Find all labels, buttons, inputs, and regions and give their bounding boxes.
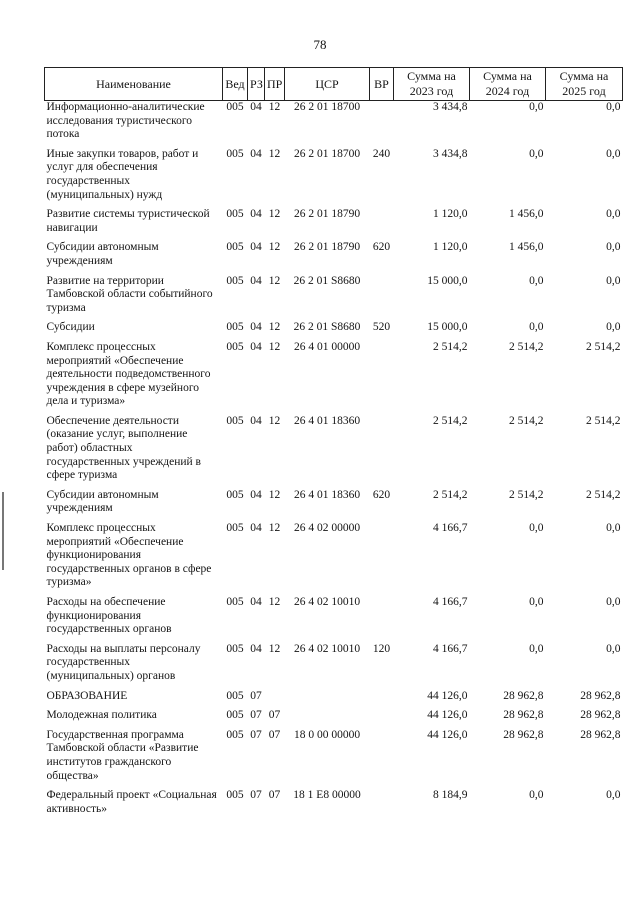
cell-name: Развитие на территории Тамбовской области событийного туризма bbox=[46, 274, 213, 314]
cell-name: Комплекс процессных мероприятий «Обеспечение функционирования государственных органов в сфере туризма» bbox=[46, 522, 212, 589]
cell-sum-2023: 15 000,0 bbox=[427, 321, 468, 334]
cell-pr: 12 bbox=[268, 340, 281, 353]
header-ved: Вед bbox=[223, 68, 248, 101]
cell-ved: 005 bbox=[226, 340, 244, 353]
cell-vr: 620 bbox=[372, 488, 391, 501]
cell-sum-2025: 0,0 bbox=[606, 522, 621, 535]
table-body bbox=[45, 101, 623, 823]
cell-sum-2023: 1 120,0 bbox=[433, 208, 468, 221]
cell-name: Иные закупки товаров, работ и услуг для обеспечения государственных (муниципальных) нужд bbox=[46, 147, 199, 201]
cell-rz: 07 bbox=[250, 709, 262, 722]
cell-pr: 12 bbox=[268, 522, 281, 535]
cell-sum-2025: 0,0 bbox=[606, 147, 621, 160]
cell-sum-2024: 2 514,2 bbox=[509, 488, 544, 501]
table-row bbox=[45, 489, 623, 522]
cell-sum-2023: 1 120,0 bbox=[433, 241, 468, 254]
cell-sum-2024: 2 514,2 bbox=[509, 340, 544, 353]
cell-pr: 12 bbox=[268, 596, 281, 608]
cell-rz: 07 bbox=[250, 728, 262, 741]
cell-rz: 04 bbox=[250, 147, 262, 160]
cell-sum-2023: 44 126,0 bbox=[427, 728, 468, 741]
table-row bbox=[45, 789, 623, 822]
cell-name: Обеспечение деятельности (оказание услуг, выполнение работ) областных государственных учреждений в сфере туризма bbox=[46, 414, 201, 482]
cell-pr: 12 bbox=[268, 208, 281, 221]
cell-name: Комплекс процессных мероприятий «Обеспечение деятельности подведомственного учреждения в сфере музейного дела и туризма» bbox=[46, 340, 211, 408]
cell-rz: 04 bbox=[250, 274, 262, 287]
cell-ved: 005 bbox=[226, 728, 244, 741]
budget-table bbox=[44, 67, 623, 822]
cell-sum-2025: 28 962,8 bbox=[580, 728, 621, 741]
cell-vr bbox=[370, 596, 394, 643]
cell-sum-2024: 0,0 bbox=[529, 596, 544, 608]
header-name: Наименование bbox=[45, 68, 223, 101]
cell-sum-2024: 28 962,8 bbox=[503, 709, 544, 722]
table-row bbox=[45, 101, 623, 148]
cell-csr: 26 4 02 00000 bbox=[293, 522, 361, 535]
cell-ved: 005 bbox=[226, 321, 244, 334]
cell-sum-2024: 0,0 bbox=[529, 101, 544, 113]
header-vr: ВР bbox=[370, 68, 394, 101]
cell-sum-2023: 2 514,2 bbox=[433, 340, 468, 353]
cell-name: Субсидии автономным учреждениям bbox=[46, 488, 159, 515]
table-row bbox=[45, 321, 623, 341]
cell-pr: 12 bbox=[268, 274, 281, 287]
cell-ved: 005 bbox=[226, 522, 244, 535]
cell-csr: 26 4 02 10010 bbox=[293, 642, 361, 655]
cell-csr bbox=[285, 709, 370, 729]
cell-vr: 620 bbox=[372, 241, 391, 254]
cell-csr: 26 4 01 18360 bbox=[293, 488, 361, 501]
cell-sum-2023: 2 514,2 bbox=[433, 414, 468, 427]
cell-rz: 04 bbox=[250, 522, 262, 535]
cell-csr: 26 2 01 S8680 bbox=[293, 321, 361, 334]
cell-name: Субсидии автономным учреждениям bbox=[46, 241, 159, 267]
cell-ved: 005 bbox=[226, 147, 244, 160]
cell-sum-2023: 44 126,0 bbox=[427, 689, 468, 702]
cell-sum-2025: 2 514,2 bbox=[586, 414, 621, 427]
cell-sum-2023: 44 126,0 bbox=[427, 709, 468, 722]
header-sum-2025: Сумма на 2025 год bbox=[546, 68, 623, 101]
cell-rz: 04 bbox=[250, 642, 262, 655]
cell-vr bbox=[370, 275, 394, 322]
cell-name: Развитие системы туристической навигации bbox=[46, 208, 210, 234]
cell-rz: 07 bbox=[250, 689, 262, 702]
cell-csr: 26 2 01 18790 bbox=[293, 208, 361, 221]
cell-sum-2025: 0,0 bbox=[606, 596, 621, 608]
cell-pr: 12 bbox=[268, 147, 281, 160]
table-row bbox=[45, 208, 623, 241]
cell-rz: 04 bbox=[250, 208, 262, 221]
header-sum-2024: Сумма на 2024 год bbox=[470, 68, 546, 101]
cell-rz: 04 bbox=[250, 241, 262, 254]
header-csr: ЦСР bbox=[285, 68, 370, 101]
cell-ved: 005 bbox=[226, 488, 244, 501]
table-row bbox=[45, 690, 623, 710]
cell-vr bbox=[370, 101, 394, 148]
cell-ved: 005 bbox=[226, 789, 244, 802]
cell-sum-2024: 0,0 bbox=[529, 789, 544, 802]
cell-rz: 04 bbox=[250, 488, 262, 501]
cell-sum-2024: 1 456,0 bbox=[509, 241, 544, 254]
cell-pr: 07 bbox=[268, 728, 281, 741]
cell-vr bbox=[370, 709, 394, 729]
cell-vr bbox=[370, 789, 394, 822]
cell-pr: 12 bbox=[268, 642, 281, 655]
cell-ved: 005 bbox=[226, 274, 244, 287]
cell-name: Расходы на выплаты персоналу государственных (муниципальных) органов bbox=[46, 642, 201, 682]
cell-sum-2024: 28 962,8 bbox=[503, 728, 544, 741]
table-row bbox=[45, 709, 623, 729]
cell-vr bbox=[370, 729, 394, 789]
cell-sum-2025: 2 514,2 bbox=[586, 340, 621, 353]
cell-ved: 005 bbox=[226, 101, 244, 113]
cell-sum-2024: 1 456,0 bbox=[509, 208, 544, 221]
table-row bbox=[45, 415, 623, 489]
cell-ved: 005 bbox=[226, 241, 244, 254]
cell-sum-2025: 0,0 bbox=[606, 789, 621, 802]
cell-sum-2025: 2 514,2 bbox=[586, 488, 621, 501]
cell-rz: 04 bbox=[250, 414, 262, 427]
cell-name: Информационно-аналитические исследования туристического потока bbox=[46, 101, 205, 141]
cell-sum-2023: 4 166,7 bbox=[433, 596, 468, 608]
cell-sum-2024: 28 962,8 bbox=[503, 689, 544, 702]
header-pr: ПР bbox=[265, 68, 285, 101]
cell-sum-2023: 4 166,7 bbox=[433, 642, 468, 655]
cell-sum-2023: 8 184,9 bbox=[433, 789, 468, 802]
cell-sum-2023: 3 434,8 bbox=[433, 147, 468, 160]
cell-csr: 26 2 01 18790 bbox=[293, 241, 361, 254]
header-rz: РЗ bbox=[248, 68, 265, 101]
cell-sum-2025: 0,0 bbox=[606, 208, 621, 221]
cell-sum-2023: 2 514,2 bbox=[433, 488, 468, 501]
cell-csr: 18 1 E8 00000 bbox=[293, 789, 361, 802]
cell-sum-2024: 2 514,2 bbox=[509, 414, 544, 427]
cell-sum-2024: 0,0 bbox=[529, 321, 544, 334]
cell-vr bbox=[370, 208, 394, 241]
cell-csr: 26 2 01 S8680 bbox=[293, 274, 361, 287]
cell-sum-2025: 0,0 bbox=[606, 642, 621, 655]
table-row bbox=[45, 241, 623, 274]
cell-ved: 005 bbox=[226, 689, 244, 702]
cell-csr: 26 4 02 10010 bbox=[293, 596, 361, 608]
cell-csr: 26 4 01 18360 bbox=[293, 414, 361, 427]
table-row bbox=[45, 643, 623, 690]
cell-csr: 26 2 01 18700 bbox=[293, 147, 361, 160]
cell-pr bbox=[265, 690, 285, 710]
cell-pr: 12 bbox=[268, 241, 281, 254]
cell-rz: 07 bbox=[250, 789, 262, 802]
cell-sum-2025: 0,0 bbox=[606, 321, 621, 334]
cell-pr: 12 bbox=[268, 321, 281, 334]
cell-sum-2025: 0,0 bbox=[606, 241, 621, 254]
cell-vr bbox=[370, 522, 394, 596]
cell-sum-2025: 28 962,8 bbox=[580, 689, 621, 702]
cell-pr: 12 bbox=[268, 414, 281, 427]
table-row bbox=[45, 341, 623, 415]
cell-sum-2024: 0,0 bbox=[529, 147, 544, 160]
cell-rz: 04 bbox=[250, 101, 262, 113]
cell-sum-2023: 4 166,7 bbox=[433, 522, 468, 535]
cell-csr: 18 0 00 00000 bbox=[293, 728, 361, 741]
cell-name: Государственная программа Тамбовской области «Развитие институтов гражданского общества» bbox=[46, 728, 199, 782]
cell-rz: 04 bbox=[250, 321, 262, 334]
table-row bbox=[45, 522, 623, 596]
cell-csr: 26 4 01 00000 bbox=[293, 340, 361, 353]
cell-sum-2024: 0,0 bbox=[529, 642, 544, 655]
cell-sum-2025: 0,0 bbox=[606, 274, 621, 287]
cell-ved: 005 bbox=[226, 208, 244, 221]
cell-sum-2024: 0,0 bbox=[529, 274, 544, 287]
table-header-row bbox=[45, 68, 623, 101]
cell-sum-2023: 15 000,0 bbox=[427, 274, 468, 287]
cell-csr: 26 2 01 18700 bbox=[293, 101, 361, 113]
cell-pr: 12 bbox=[268, 101, 281, 113]
cell-rz: 04 bbox=[250, 340, 262, 353]
cell-name: Субсидии bbox=[46, 321, 95, 334]
cell-pr: 07 bbox=[268, 709, 281, 722]
page-number: 78 bbox=[313, 37, 327, 52]
cell-vr bbox=[370, 341, 394, 415]
cell-ved: 005 bbox=[226, 596, 244, 608]
cell-vr: 240 bbox=[372, 147, 391, 160]
cell-pr: 12 bbox=[268, 488, 281, 501]
cell-sum-2025: 0,0 bbox=[606, 101, 621, 113]
cell-vr: 520 bbox=[372, 321, 391, 334]
table-row bbox=[45, 729, 623, 789]
cell-sum-2025: 28 962,8 bbox=[580, 709, 621, 722]
cell-csr bbox=[285, 690, 370, 710]
table-row bbox=[45, 275, 623, 322]
cell-vr bbox=[370, 690, 394, 710]
cell-sum-2023: 3 434,8 bbox=[433, 101, 468, 113]
cell-vr: 120 bbox=[372, 642, 391, 655]
table-row bbox=[45, 596, 623, 643]
cell-pr: 07 bbox=[268, 789, 281, 802]
header-sum-2023: Сумма на 2023 год bbox=[394, 68, 470, 101]
cell-name: ОБРАЗОВАНИЕ bbox=[46, 689, 128, 702]
scan-edge-mark bbox=[2, 492, 4, 570]
cell-rz: 04 bbox=[250, 596, 262, 608]
cell-ved: 005 bbox=[226, 709, 244, 722]
cell-name: Молодежная политика bbox=[46, 709, 157, 722]
cell-ved: 005 bbox=[226, 642, 244, 655]
cell-sum-2024: 0,0 bbox=[529, 522, 544, 535]
cell-vr bbox=[370, 415, 394, 489]
cell-name: Федеральный проект «Социальная активность» bbox=[46, 789, 217, 815]
cell-ved: 005 bbox=[226, 414, 244, 427]
cell-name: Расходы на обеспечение функционирования государственных органов bbox=[46, 596, 172, 636]
table-row bbox=[45, 148, 623, 208]
